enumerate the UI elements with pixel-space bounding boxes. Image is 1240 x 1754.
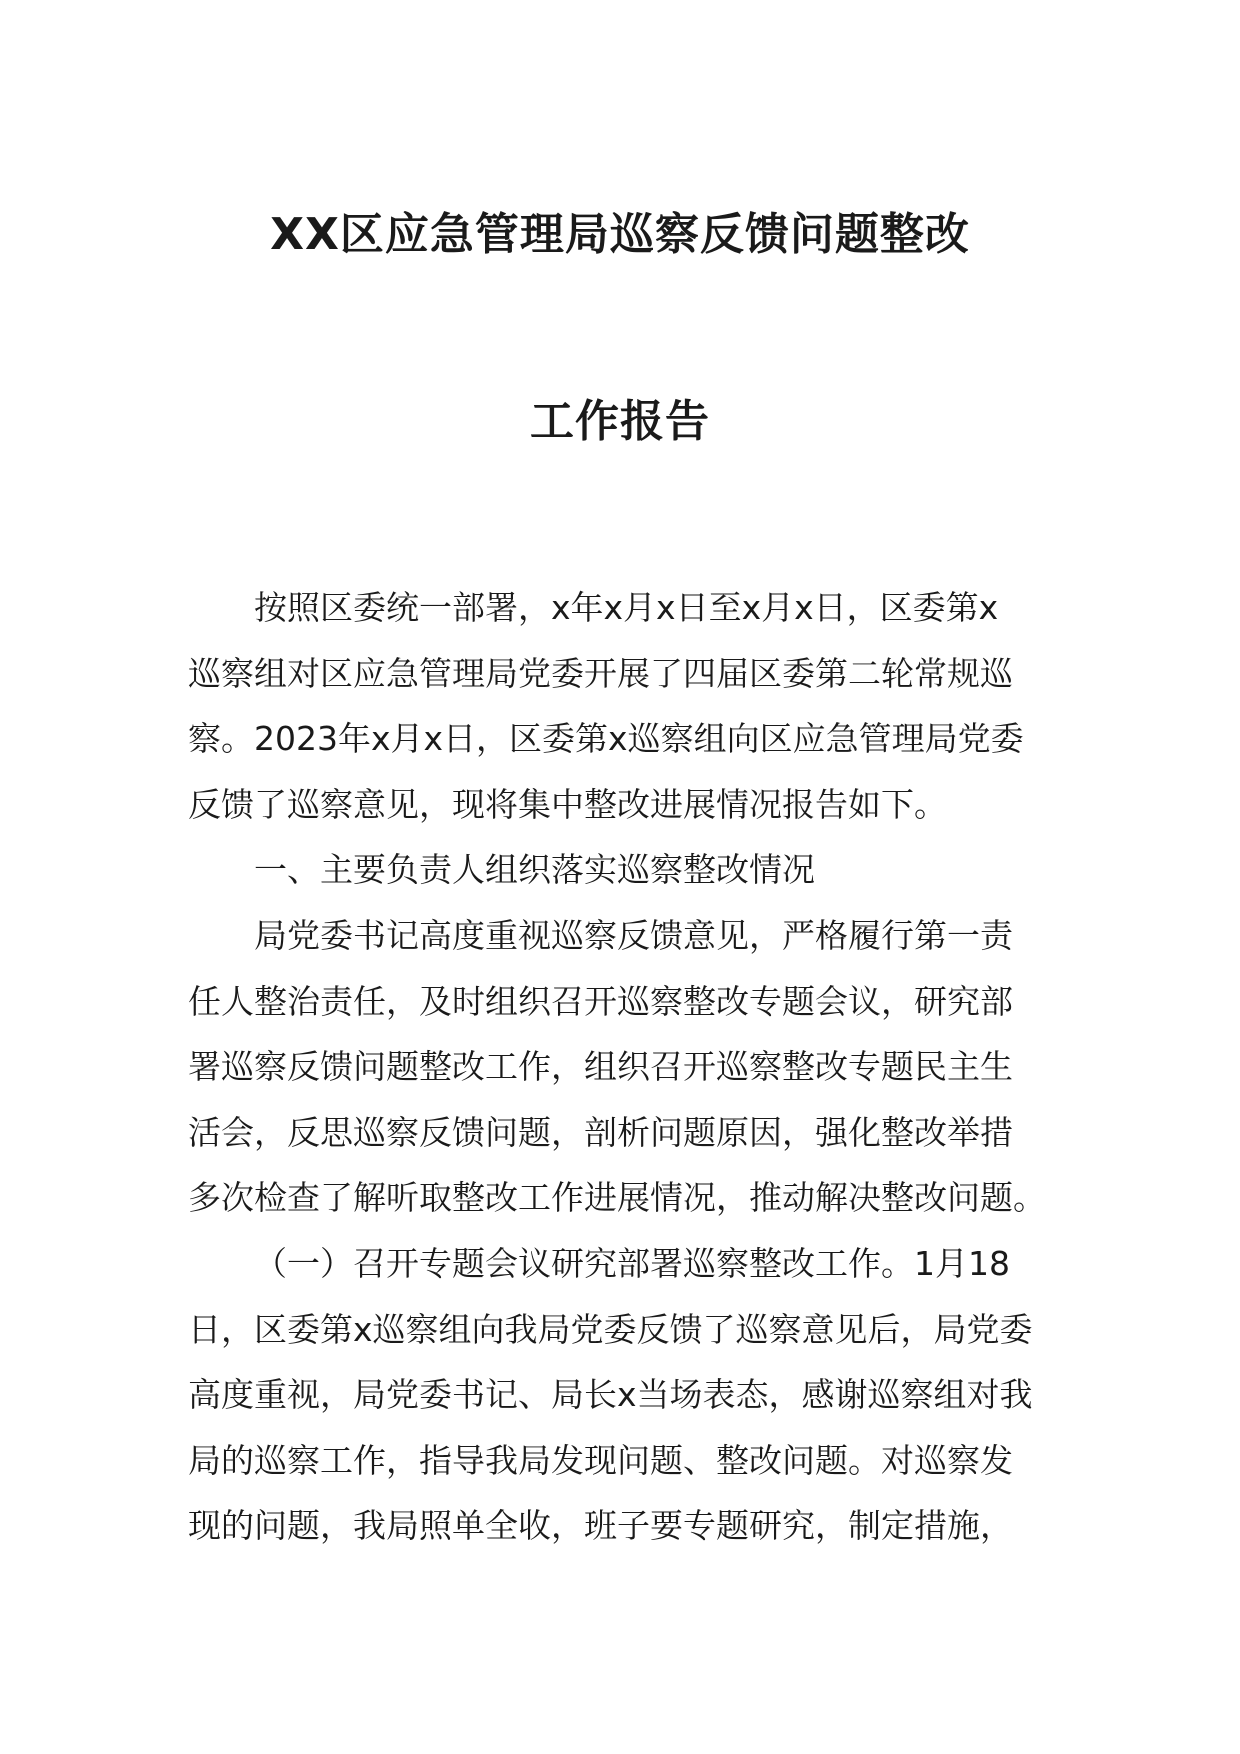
paragraph-line: 高度重视，局党委书记、局长x当场表态，感谢巡察组对我 <box>188 1375 1033 1415</box>
document-title-line-1: XX区应急管理局巡察反馈问题整改 <box>270 209 970 260</box>
paragraph-line: 察。2023年x月x日，区委第x巡察组向区应急管理局党委 <box>188 719 1024 759</box>
paragraph-line: 巡察组对区应急管理局党委开展了四届区委第二轮常规巡 <box>188 653 1013 693</box>
paragraph-line: 按照区委统一部署，x年x月x日至x月x日，区委第x <box>254 588 999 627</box>
paragraph-line: 署巡察反馈问题整改工作，组织召开巡察整改专题民主生 <box>188 1047 1013 1087</box>
paragraph-line: 局党委书记高度重视巡察反馈意见，严格履行第一责 <box>254 915 1013 955</box>
paragraph-line: 多次检查了解听取整改工作进展情况，推动解决整改问题。 <box>188 1178 1046 1218</box>
paragraph-line: 局的巡察工作，指导我局发现问题、整改问题。对巡察发 <box>188 1440 1013 1480</box>
subsection-heading-line: （一）召开专题会议研究部署巡察整改工作。1月18 <box>254 1243 1010 1283</box>
paragraph-line: 任人整治责任，及时组织召开巡察整改专题会议，研究部 <box>188 981 1013 1021</box>
section-heading: 一、主要负责人组织落实巡察整改情况 <box>254 850 815 890</box>
document-body <box>188 575 1058 1559</box>
paragraph-line: 现的问题，我局照单全收，班子要专题研究，制定措施， <box>188 1506 1013 1546</box>
document-title-line-2: 工作报告 <box>530 396 710 447</box>
paragraph-line: 活会，反思巡察反馈问题，剖析问题原因，强化整改举措 <box>188 1112 1013 1152</box>
paragraph-line: 日，区委第x巡察组向我局党委反馈了巡察意见后，局党委 <box>188 1309 1033 1349</box>
paragraph-line: 反馈了巡察意见，现将集中整改进展情况报告如下。 <box>188 784 947 824</box>
